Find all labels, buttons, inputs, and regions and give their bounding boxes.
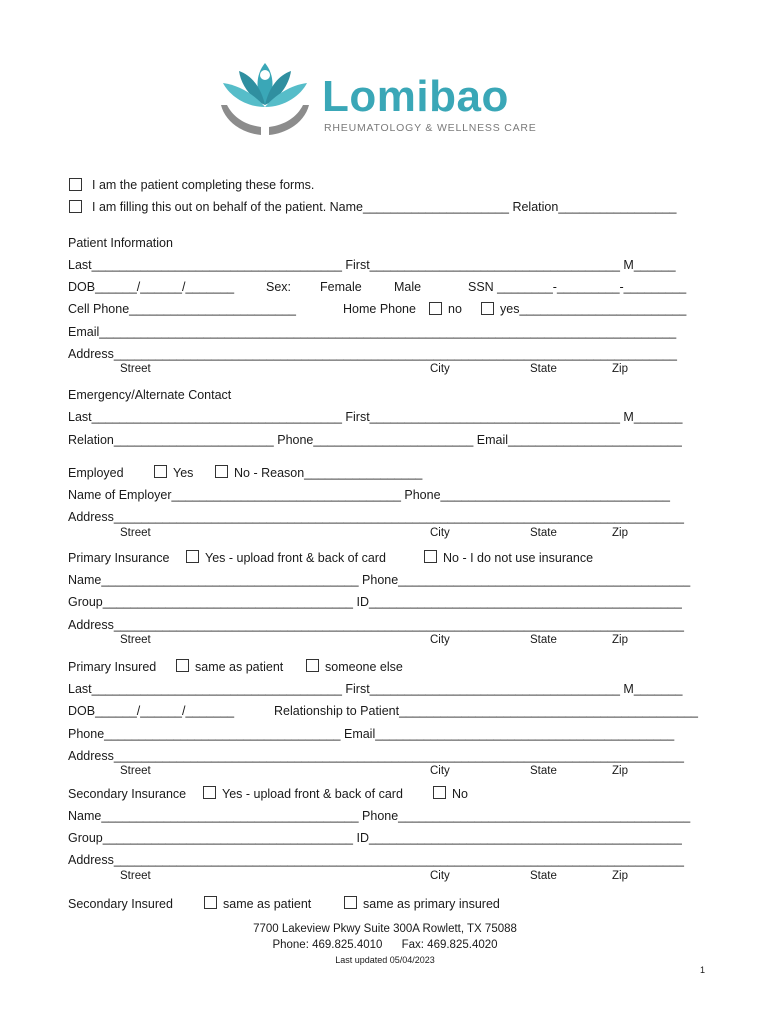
secondary-insurance-label: Secondary Insurance	[68, 787, 187, 801]
logo-name: Lomibao	[322, 72, 509, 121]
home-phone-yes-field[interactable]: yes________________________	[500, 302, 687, 316]
patient-dob-field[interactable]: DOB______/______/_______	[68, 280, 235, 294]
sex-label: Sex:	[266, 280, 292, 294]
secondary-insurance-yes-label: Yes - upload front & back of card	[222, 787, 403, 801]
emergency-heading: Emergency/Alternate Contact	[68, 388, 232, 402]
primary-insurance-no-checkbox[interactable]	[424, 550, 437, 563]
primary-insurance-group-line[interactable]: Group____________________________________ ID_____________________________________________	[68, 595, 682, 609]
footer-phones: Phone: 469.825.4010 Fax: 469.825.4020	[272, 939, 498, 951]
employer-line[interactable]: Name of Employer_________________________________ Phone_________________________________	[68, 488, 670, 502]
primary-insured-same-label: same as patient	[195, 660, 284, 674]
primary-insured-phone-line[interactable]: Phone__________________________________ Email___________________________________________	[68, 727, 675, 741]
emergency-name-line[interactable]: Last____________________________________ First____________________________________ M_______	[68, 410, 683, 424]
primary-insurance-yes-label: Yes - upload front & back of card	[205, 551, 386, 565]
secondary-insured-label: Secondary Insured	[68, 897, 173, 911]
address-zip-label: Zip	[612, 765, 628, 777]
page-number: 1	[699, 965, 705, 975]
patient-self-checkbox[interactable]	[69, 178, 82, 191]
secondary-insurance-group-line[interactable]: Group____________________________________ ID_____________________________________________	[68, 831, 682, 845]
address-street-label: Street	[120, 870, 151, 882]
home-phone-label: Home Phone	[343, 302, 416, 316]
address-city-label: City	[430, 527, 450, 539]
secondary-insurance-no-label: No	[452, 787, 468, 801]
secondary-insurance-name-line[interactable]: Name_____________________________________ Phone__________________________________________	[68, 809, 691, 823]
address-city-label: City	[430, 634, 450, 646]
primary-insured-label: Primary Insured	[68, 660, 157, 674]
relationship-to-patient-field[interactable]: Relationship to Patient___________________________________________	[274, 704, 699, 718]
footer-address: 7700 Lakeview Pkwy Suite 300A Rowlett, TX 75088	[253, 923, 517, 935]
address-city-label: City	[430, 870, 450, 882]
secondary-insurance-address-field[interactable]: Address__________________________________________________________________________________	[68, 853, 684, 867]
secondary-insured-same-patient-label: same as patient	[223, 897, 312, 911]
secondary-insurance-yes-checkbox[interactable]	[203, 786, 216, 799]
home-phone-yes-checkbox[interactable]	[481, 302, 494, 315]
address-zip-label: Zip	[612, 363, 628, 375]
primary-insurance-no-label: No - I do not use insurance	[443, 551, 594, 565]
footer-updated: Last updated 05/04/2023	[335, 955, 435, 965]
patient-email-field[interactable]: Email___________________________________________________________________________________	[68, 325, 677, 339]
emergency-relation-line[interactable]: Relation_______________________ Phone_______________________ Email_________________________	[68, 433, 682, 447]
primary-insured-same-checkbox[interactable]	[176, 659, 189, 672]
address-state-label: State	[530, 527, 557, 539]
primary-insured-else-label: someone else	[325, 660, 403, 674]
primary-insured-dob-field[interactable]: DOB______/______/_______	[68, 704, 235, 718]
address-state-label: State	[530, 363, 557, 375]
address-state-label: State	[530, 634, 557, 646]
home-phone-no-checkbox[interactable]	[429, 302, 442, 315]
primary-insured-address-field[interactable]: Address__________________________________________________________________________________	[68, 749, 684, 763]
address-city-label: City	[430, 363, 450, 375]
on-behalf-label: I am filling this out on behalf of the patient. Name_____________________ Relation_________________	[92, 200, 677, 214]
employed-label: Employed	[68, 466, 124, 480]
ssn-field[interactable]: SSN ________-_________-_________	[468, 280, 687, 294]
home-phone-no-label: no	[448, 302, 462, 316]
address-street-label: Street	[120, 765, 151, 777]
on-behalf-checkbox[interactable]	[69, 200, 82, 213]
patient-info-heading: Patient Information	[68, 236, 173, 250]
employed-yes-label: Yes	[173, 466, 194, 480]
address-state-label: State	[530, 870, 557, 882]
address-zip-label: Zip	[612, 634, 628, 646]
patient-name-line[interactable]: Last____________________________________ First____________________________________ M______	[68, 258, 676, 272]
primary-insurance-yes-checkbox[interactable]	[186, 550, 199, 563]
address-street-label: Street	[120, 527, 151, 539]
secondary-insurance-no-checkbox[interactable]	[433, 786, 446, 799]
employed-no-reason-field[interactable]: No - Reason_________________	[234, 466, 423, 480]
address-zip-label: Zip	[612, 870, 628, 882]
employed-yes-checkbox[interactable]	[154, 465, 167, 478]
primary-insurance-name-line[interactable]: Name_____________________________________ Phone__________________________________________	[68, 573, 691, 587]
secondary-insured-same-primary-label: same as primary insured	[363, 897, 500, 911]
address-city-label: City	[430, 765, 450, 777]
primary-insured-name-line[interactable]: Last____________________________________ First____________________________________ M_______	[68, 682, 683, 696]
address-state-label: State	[530, 765, 557, 777]
address-street-label: Street	[120, 363, 151, 375]
sex-male-option[interactable]: Male	[394, 280, 422, 294]
primary-insured-else-checkbox[interactable]	[306, 659, 319, 672]
patient-self-label: I am the patient completing these forms.	[92, 178, 315, 192]
secondary-insured-same-primary-checkbox[interactable]	[344, 896, 357, 909]
employed-no-checkbox[interactable]	[215, 465, 228, 478]
primary-insurance-label: Primary Insurance	[68, 551, 170, 565]
cell-phone-field[interactable]: Cell Phone________________________	[68, 302, 296, 316]
lotus-hands-icon	[215, 55, 315, 140]
logo-tagline: RHEUMATOLOGY & WELLNESS CARE	[324, 122, 537, 134]
secondary-insured-same-patient-checkbox[interactable]	[204, 896, 217, 909]
patient-address-field[interactable]: Address_________________________________________________________________________________	[68, 347, 677, 361]
address-zip-label: Zip	[612, 527, 628, 539]
sex-female-option[interactable]: Female	[320, 280, 362, 294]
primary-insurance-address-field[interactable]: Address__________________________________________________________________________________	[68, 618, 684, 632]
employer-address-field[interactable]: Address__________________________________________________________________________________	[68, 510, 684, 524]
address-street-label: Street	[120, 634, 151, 646]
